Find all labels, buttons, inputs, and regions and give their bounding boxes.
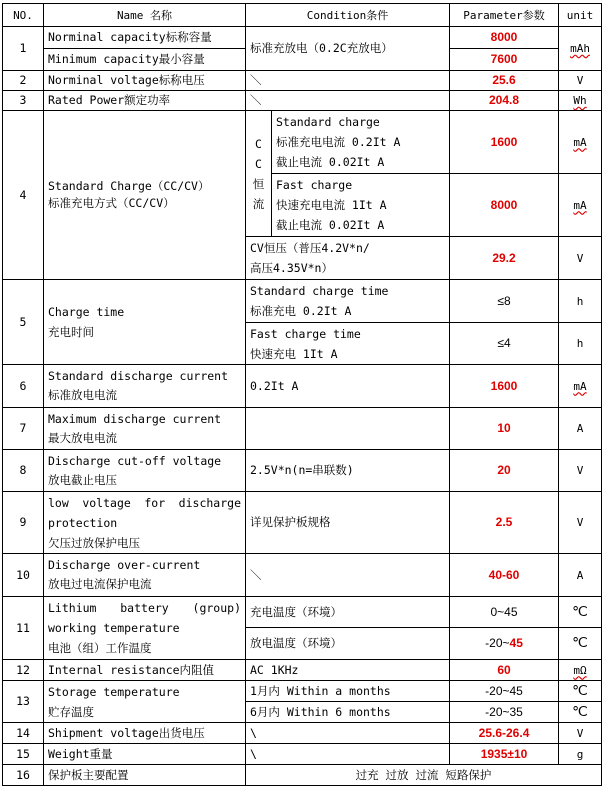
name-cn: 标准充电方式（CC/CV） — [48, 196, 175, 210]
cc-char: C — [255, 136, 262, 151]
condition-standard-time — [246, 280, 450, 323]
row-unit: g — [559, 744, 602, 765]
header-no: NO. — [3, 4, 44, 27]
row-name — [44, 365, 246, 408]
row-number: 5 — [3, 280, 44, 365]
row-number: 4 — [3, 111, 44, 280]
row-unit: A — [559, 554, 602, 597]
row-condition: 放电温度（环境） — [246, 628, 450, 660]
row-name — [44, 554, 246, 597]
cv-line: 高压4.35V*n） — [250, 261, 333, 275]
row-name: Norminal voltage标称电压 — [44, 71, 246, 91]
unit-text: mA — [573, 198, 587, 212]
row-unit: ℃ — [559, 628, 602, 660]
table-row — [3, 744, 602, 765]
row-unit: h — [559, 323, 602, 365]
table-row — [3, 91, 602, 111]
row-number: 12 — [3, 660, 44, 681]
row-name — [44, 111, 246, 280]
row-condition: 2.5V*n(n=串联数) — [246, 450, 450, 492]
row-unit — [559, 365, 602, 408]
row-value: 1935±10 — [450, 744, 559, 765]
row-number: 2 — [3, 71, 44, 91]
row-number: 14 — [3, 723, 44, 744]
table-row — [3, 365, 602, 408]
cc-char: 恒 — [252, 176, 265, 191]
row-name: Minimum capacity最小容量 — [44, 49, 246, 71]
name-en: working temperature — [48, 621, 180, 635]
condition-fast-charge — [272, 174, 450, 237]
row-value: -20~45 — [450, 681, 559, 702]
protection-config: 过充 过放 过流 短路保护 — [246, 765, 602, 786]
table-row — [3, 408, 602, 450]
row-value: 25.6 — [450, 71, 559, 91]
row-name: Rated Power额定功率 — [44, 91, 246, 111]
header-unit: unit — [559, 4, 602, 27]
name-en: low voltage for discharge — [48, 495, 241, 510]
table-row — [3, 450, 602, 492]
row-name — [44, 492, 246, 554]
row-name — [44, 681, 246, 723]
cond-cn: 快速充电 1It A — [250, 346, 338, 361]
row-name — [44, 450, 246, 492]
name-en: Standard Charge（CC/CV） — [48, 179, 210, 193]
row-value: ≤8 — [450, 280, 559, 323]
cond-title: Fast charge — [276, 178, 353, 192]
row-number: 3 — [3, 91, 44, 111]
row-unit: A — [559, 408, 602, 450]
name-en: Discharge cut-off voltage — [48, 453, 222, 468]
table-row — [3, 597, 602, 628]
unit-text: mA — [573, 379, 587, 393]
row-number: 8 — [3, 450, 44, 492]
condition-cv — [246, 237, 450, 280]
row-unit — [559, 174, 602, 237]
row-condition — [246, 408, 450, 450]
row-condition: 6月内 Within 6 months — [246, 702, 450, 723]
row-value: 204.8 — [450, 91, 559, 111]
row-name: Weight重量 — [44, 744, 246, 765]
name-en: Storage temperature — [48, 684, 180, 699]
row-number: 15 — [3, 744, 44, 765]
row-value: ≤4 — [450, 323, 559, 365]
row-value: 0~45 — [450, 597, 559, 628]
row-unit: ℃ — [559, 702, 602, 723]
spec-table — [2, 3, 602, 786]
name-en: Charge time — [48, 305, 125, 319]
row-number: 9 — [3, 492, 44, 554]
table-row — [3, 492, 602, 554]
row-condition: 1月内 Within a months — [246, 681, 450, 702]
row-value: 25.6-26.4 — [450, 723, 559, 744]
row-value: 8000 — [450, 174, 559, 237]
row-unit: V — [559, 71, 602, 91]
cond-cn: 标准充电 0.2It A — [250, 304, 352, 318]
row-unit — [559, 91, 602, 111]
row-number: 16 — [3, 765, 44, 786]
row-value: 10 — [450, 408, 559, 450]
name-cn: 充电时间 — [48, 325, 94, 339]
table-row — [3, 765, 602, 786]
table-row — [3, 280, 602, 323]
table-row — [3, 723, 602, 744]
cond-en: Fast charge time — [250, 326, 361, 341]
name-en: Maximum discharge current — [48, 411, 222, 426]
row-unit: V — [559, 492, 602, 554]
row-unit: ℃ — [559, 681, 602, 702]
table-row — [3, 27, 602, 49]
row-name — [44, 408, 246, 450]
row-value: 7600 — [450, 49, 559, 71]
row-unit — [559, 660, 602, 681]
row-value: 8000 — [450, 27, 559, 49]
unit-text: Wh — [573, 94, 587, 107]
unit-text: mA — [573, 135, 587, 149]
name-cn: 标准放电电流 — [48, 388, 117, 402]
cond-title: Standard charge — [276, 115, 380, 129]
row-value: -20~35 — [450, 702, 559, 723]
cond-cutoff: 截止电流 0.02It A — [276, 155, 385, 169]
row-value: 60 — [450, 660, 559, 681]
row-condition: \ — [246, 723, 450, 744]
row-name: Shipment voltage出货电压 — [44, 723, 246, 744]
name-en: Standard discharge current — [48, 369, 229, 383]
row-unit: V — [559, 450, 602, 492]
cond-cutoff: 截止电流 0.02It A — [276, 218, 385, 232]
row-number: 13 — [3, 681, 44, 723]
row-unit: V — [559, 723, 602, 744]
cond-en: Standard charge time — [250, 284, 389, 298]
row-value: 1600 — [450, 111, 559, 174]
row-name — [44, 597, 246, 660]
row-unit: V — [559, 237, 602, 280]
table-row — [3, 660, 602, 681]
unit-text: mAh — [570, 42, 590, 55]
cv-line: CV恒压（普压4.2V*n/ — [250, 241, 370, 255]
row-condition: ＼ — [246, 554, 450, 597]
unit-text: mΩ — [573, 663, 587, 677]
row-number: 11 — [3, 597, 44, 660]
name-text: Norminal capacity标称容量 — [48, 30, 212, 44]
row-number: 7 — [3, 408, 44, 450]
cond-current: 快速充电电流 1It A — [276, 198, 387, 212]
row-condition: 详见保护板规格 — [246, 492, 450, 554]
row-value: 1600 — [450, 365, 559, 408]
row-number: 1 — [3, 27, 44, 71]
row-unit: h — [559, 280, 602, 323]
row-name: Internal resistance内阻值 — [44, 660, 246, 681]
table-row — [3, 554, 602, 597]
row-value: 2.5 — [450, 492, 559, 554]
row-condition: AC 1KHz — [246, 660, 450, 681]
row-condition: 充电温度（环境） — [246, 597, 450, 628]
value-red: 45 — [509, 636, 523, 650]
row-name: 保护板主要配置 — [44, 765, 246, 786]
cc-label — [246, 111, 272, 237]
row-unit: ℃ — [559, 597, 602, 628]
row-name — [44, 280, 246, 365]
condition-standard-charge — [272, 111, 450, 174]
row-value: 40-60 — [450, 554, 559, 597]
name-cn: 欠压过放保护电压 — [48, 535, 140, 550]
name-en: Lithium battery (group) — [48, 601, 241, 615]
header-name: Name 名称 — [44, 4, 246, 27]
name-cn: 放电过电流保护电流 — [48, 577, 152, 591]
cc-char: C — [255, 156, 262, 171]
name-cn: 贮存温度 — [48, 704, 94, 719]
row-condition: \ — [246, 744, 450, 765]
row-condition: ＼ — [246, 71, 450, 91]
row-condition: 0.2It A — [246, 365, 450, 408]
name-cn: 电池（组）工作温度 — [48, 641, 152, 655]
row-number: 6 — [3, 365, 44, 408]
table-row — [3, 71, 602, 91]
row-name — [44, 27, 246, 49]
value-prefix: -20~ — [485, 636, 510, 650]
cc-char: 流 — [252, 196, 265, 211]
row-number: 10 — [3, 554, 44, 597]
row-unit — [559, 27, 602, 71]
name-en: Discharge over-current — [48, 558, 201, 572]
name-cn: 最大放电电流 — [48, 430, 117, 445]
name-en: protection — [48, 515, 118, 530]
row-unit — [559, 111, 602, 174]
cond-current: 标准充电电流 0.2It A — [276, 135, 401, 149]
header-parameter: Parameter参数 — [450, 4, 559, 27]
header-condition: Condition条件 — [246, 4, 450, 27]
condition-fast-time — [246, 323, 450, 365]
header-row — [3, 4, 602, 27]
row-value: 29.2 — [450, 237, 559, 280]
table-row — [3, 681, 602, 702]
name-cn: 放电截止电压 — [48, 472, 117, 487]
row-value: 20 — [450, 450, 559, 492]
row-condition: 标准充放电（0.2C充放电） — [246, 27, 450, 71]
row-value — [450, 628, 559, 660]
row-condition: ＼ — [246, 91, 450, 111]
table-row — [3, 111, 602, 174]
